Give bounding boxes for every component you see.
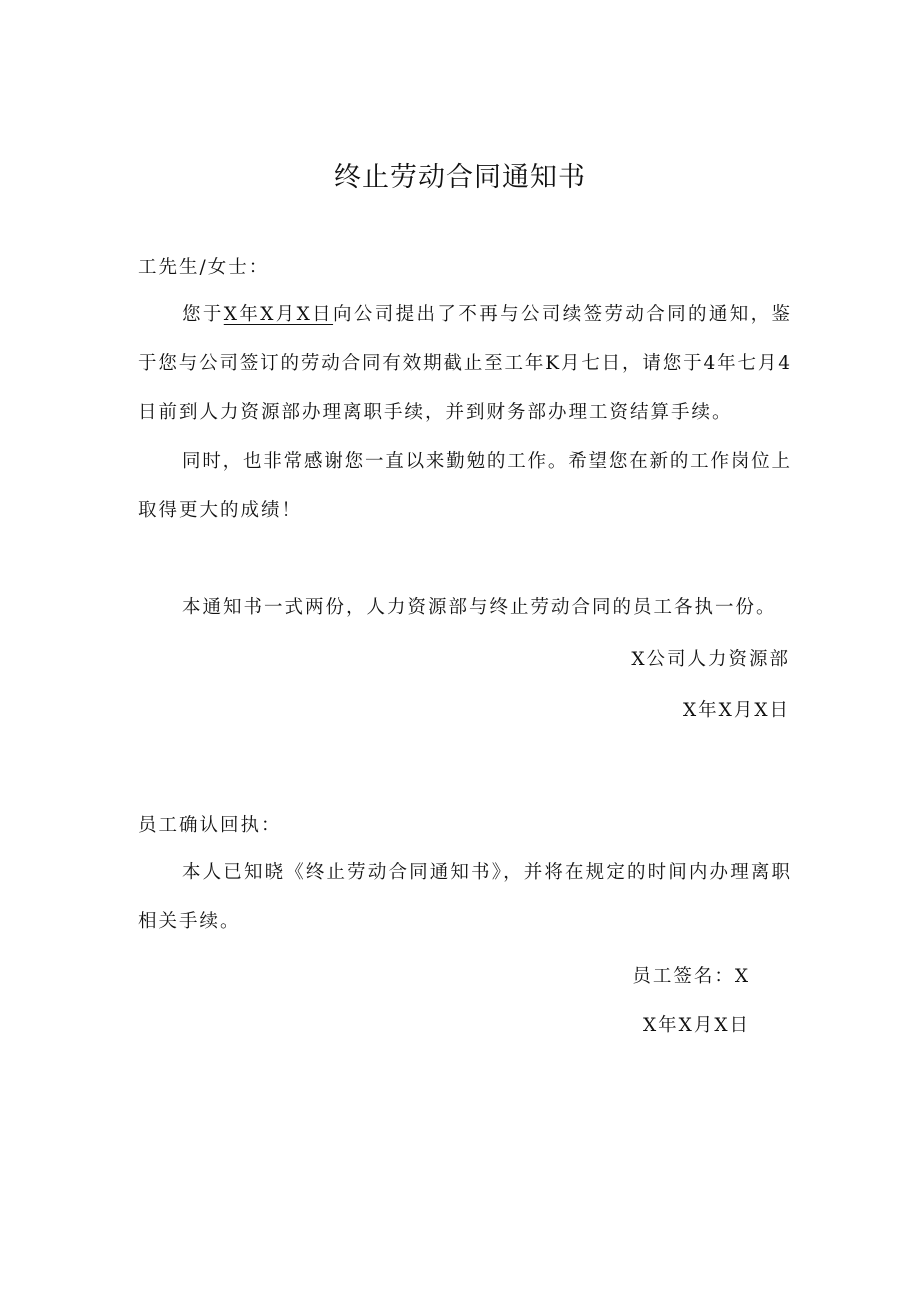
proposal-date: X年X月X日	[223, 304, 334, 325]
paragraph2-line1: 同时，也非常感谢您一直以来勤勉的工作。希望您在新的工作岗位上	[182, 451, 790, 472]
salutation: 工先生/女士：	[138, 257, 270, 278]
document-title: 终止劳动合同通知书	[334, 162, 586, 193]
receipt-heading: 员工确认回执：	[138, 815, 282, 836]
issue-date: X年X月X日	[682, 700, 790, 721]
paragraph2-line2: 取得更大的成绩！	[138, 500, 303, 521]
copies-note: 本通知书一式两份，人力资源部与终止劳动合同的员工各执一份。	[182, 597, 777, 618]
issuer: X公司人力资源部	[631, 649, 790, 670]
paragraph1-line1	[182, 303, 790, 327]
paragraph1-prefix: 您于	[182, 304, 224, 325]
receipt-line1: 本人已知晓《终止劳动合同通知书》，并将在规定的时间内办理离职	[182, 862, 790, 883]
signature-date: X年X月X日	[642, 1015, 750, 1036]
paragraph1-suffix: 向公司提出了不再与公司续签劳动合同的通知，鉴	[333, 304, 790, 325]
paragraph1-line2: 于您与公司签订的劳动合同有效期截止至工年K月七日，请您于4年七月4	[138, 353, 790, 374]
receipt-line2: 相关手续。	[138, 911, 241, 932]
paragraph1-line3: 日前到人力资源部办理离职手续，并到财务部办理工资结算手续。	[138, 402, 733, 423]
signature-label: 员工签名：X	[632, 966, 750, 987]
